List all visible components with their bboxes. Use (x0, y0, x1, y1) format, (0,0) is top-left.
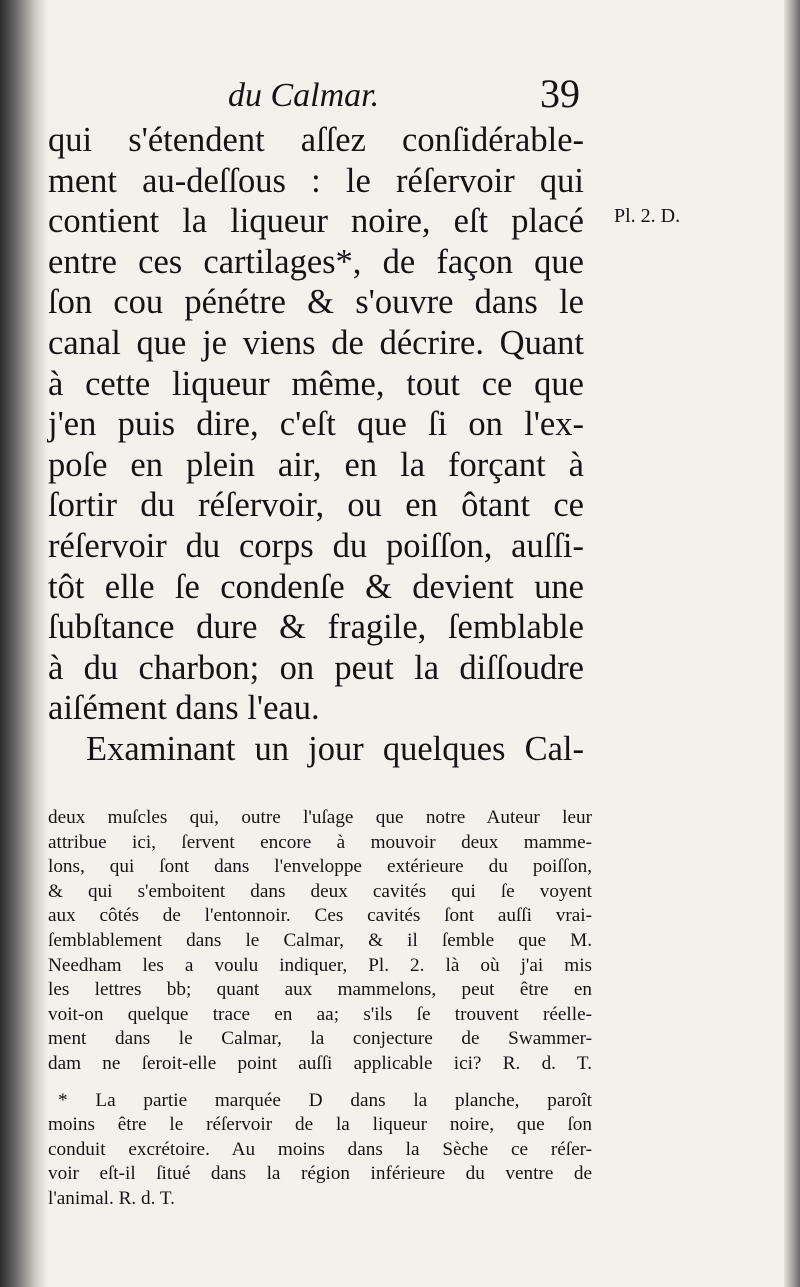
footnote-line: * La partie marquée D dans la planche, paroît (58, 1089, 592, 1111)
text-line: qui s'étendent aſſez conſidérable- (48, 121, 584, 159)
text-line: entre ces cartilages*, de façon que (48, 242, 584, 281)
page-edge (784, 0, 800, 1287)
footnote-line: l'animal. R. d. T. (48, 1187, 175, 1209)
footnote-line: voir eſt-il ſitué dans la région inférieure du ventre de (48, 1163, 592, 1185)
text-line: aiſément dans l'eau. (48, 689, 320, 728)
margin-note: Pl. 2. D. (614, 205, 681, 227)
paragraph-start-line: Examinant un jour quelques Cal- (86, 729, 584, 768)
footnote-line: moins être le réſervoir de la liqueur noire, que ſon (48, 1114, 592, 1136)
text-line: réſervoir du corps du poiſſon, auſſi- (48, 526, 584, 565)
footnote-line: aux côtés de l'entonnoir. Ces cavités ſont auſſi vrai- (48, 905, 592, 927)
text-line: poſe en plein air, en la forçant à (48, 445, 584, 484)
footnote-line: dam ne ſeroit-elle point auſſi applicable ici? R. d. T. (48, 1052, 592, 1074)
footnote-line: lons, qui ſont dans l'enveloppe extérieure du poiſſon, (48, 856, 592, 878)
footnote-line: ment dans le Calmar, la conjecture de Swammer- (48, 1028, 592, 1050)
page-header (228, 72, 580, 120)
text-line: à cette liqueur même, tout ce que (48, 364, 584, 403)
page-number: 39 (540, 71, 580, 116)
running-head: du Calmar. (228, 77, 380, 114)
text-line: ment au-deſſous : le réſervoir qui (48, 161, 584, 200)
text-line: à du charbon; on peut la diſſoudre (48, 648, 584, 687)
footnote-line: conduit excrétoire. Au moins dans la Sèche ce réſer- (48, 1138, 592, 1160)
text-line: ſortir du réſervoir, ou en ôtant ce (48, 486, 584, 525)
footnote-line: & qui s'emboitent dans deux cavités qui ſe voyent (48, 880, 592, 902)
text-line: canal que je viens de décrire. Quant (48, 323, 584, 362)
footnote-line: deux muſcles qui, outre l'uſage que notre Auteur leur (48, 807, 592, 828)
main-text (48, 120, 584, 770)
text-line: tôt elle ſe condenſe & devient une (48, 567, 584, 606)
footnote-line: ſemblablement dans le Calmar, & il ſemble que M. (48, 929, 592, 951)
text-line: ſubſtance dure & fragile, ſemblable (48, 608, 584, 647)
footnote-line: attribue ici, ſervent encore à mouvoir deux mamme- (48, 831, 592, 853)
footnote-gap (48, 1077, 592, 1089)
footnotes (48, 806, 592, 1212)
text-line: contient la liqueur noire, eſt placé (48, 202, 584, 241)
footnote-line: voit-on quelque trace en aa; s'ils ſe trouvent réelle- (48, 1003, 592, 1025)
footnote-line: les lettres bb; quant aux mammelons, peut être en (48, 979, 592, 1001)
text-line: j'en puis dire, c'eſt que ſi on l'ex- (48, 405, 584, 444)
footnote-line: Needham les a voulu indiquer, Pl. 2. là où j'ai mis (48, 954, 592, 976)
text-line: ſon cou pénétre & s'ouvre dans le (48, 283, 584, 322)
binding-gutter (0, 0, 48, 1287)
